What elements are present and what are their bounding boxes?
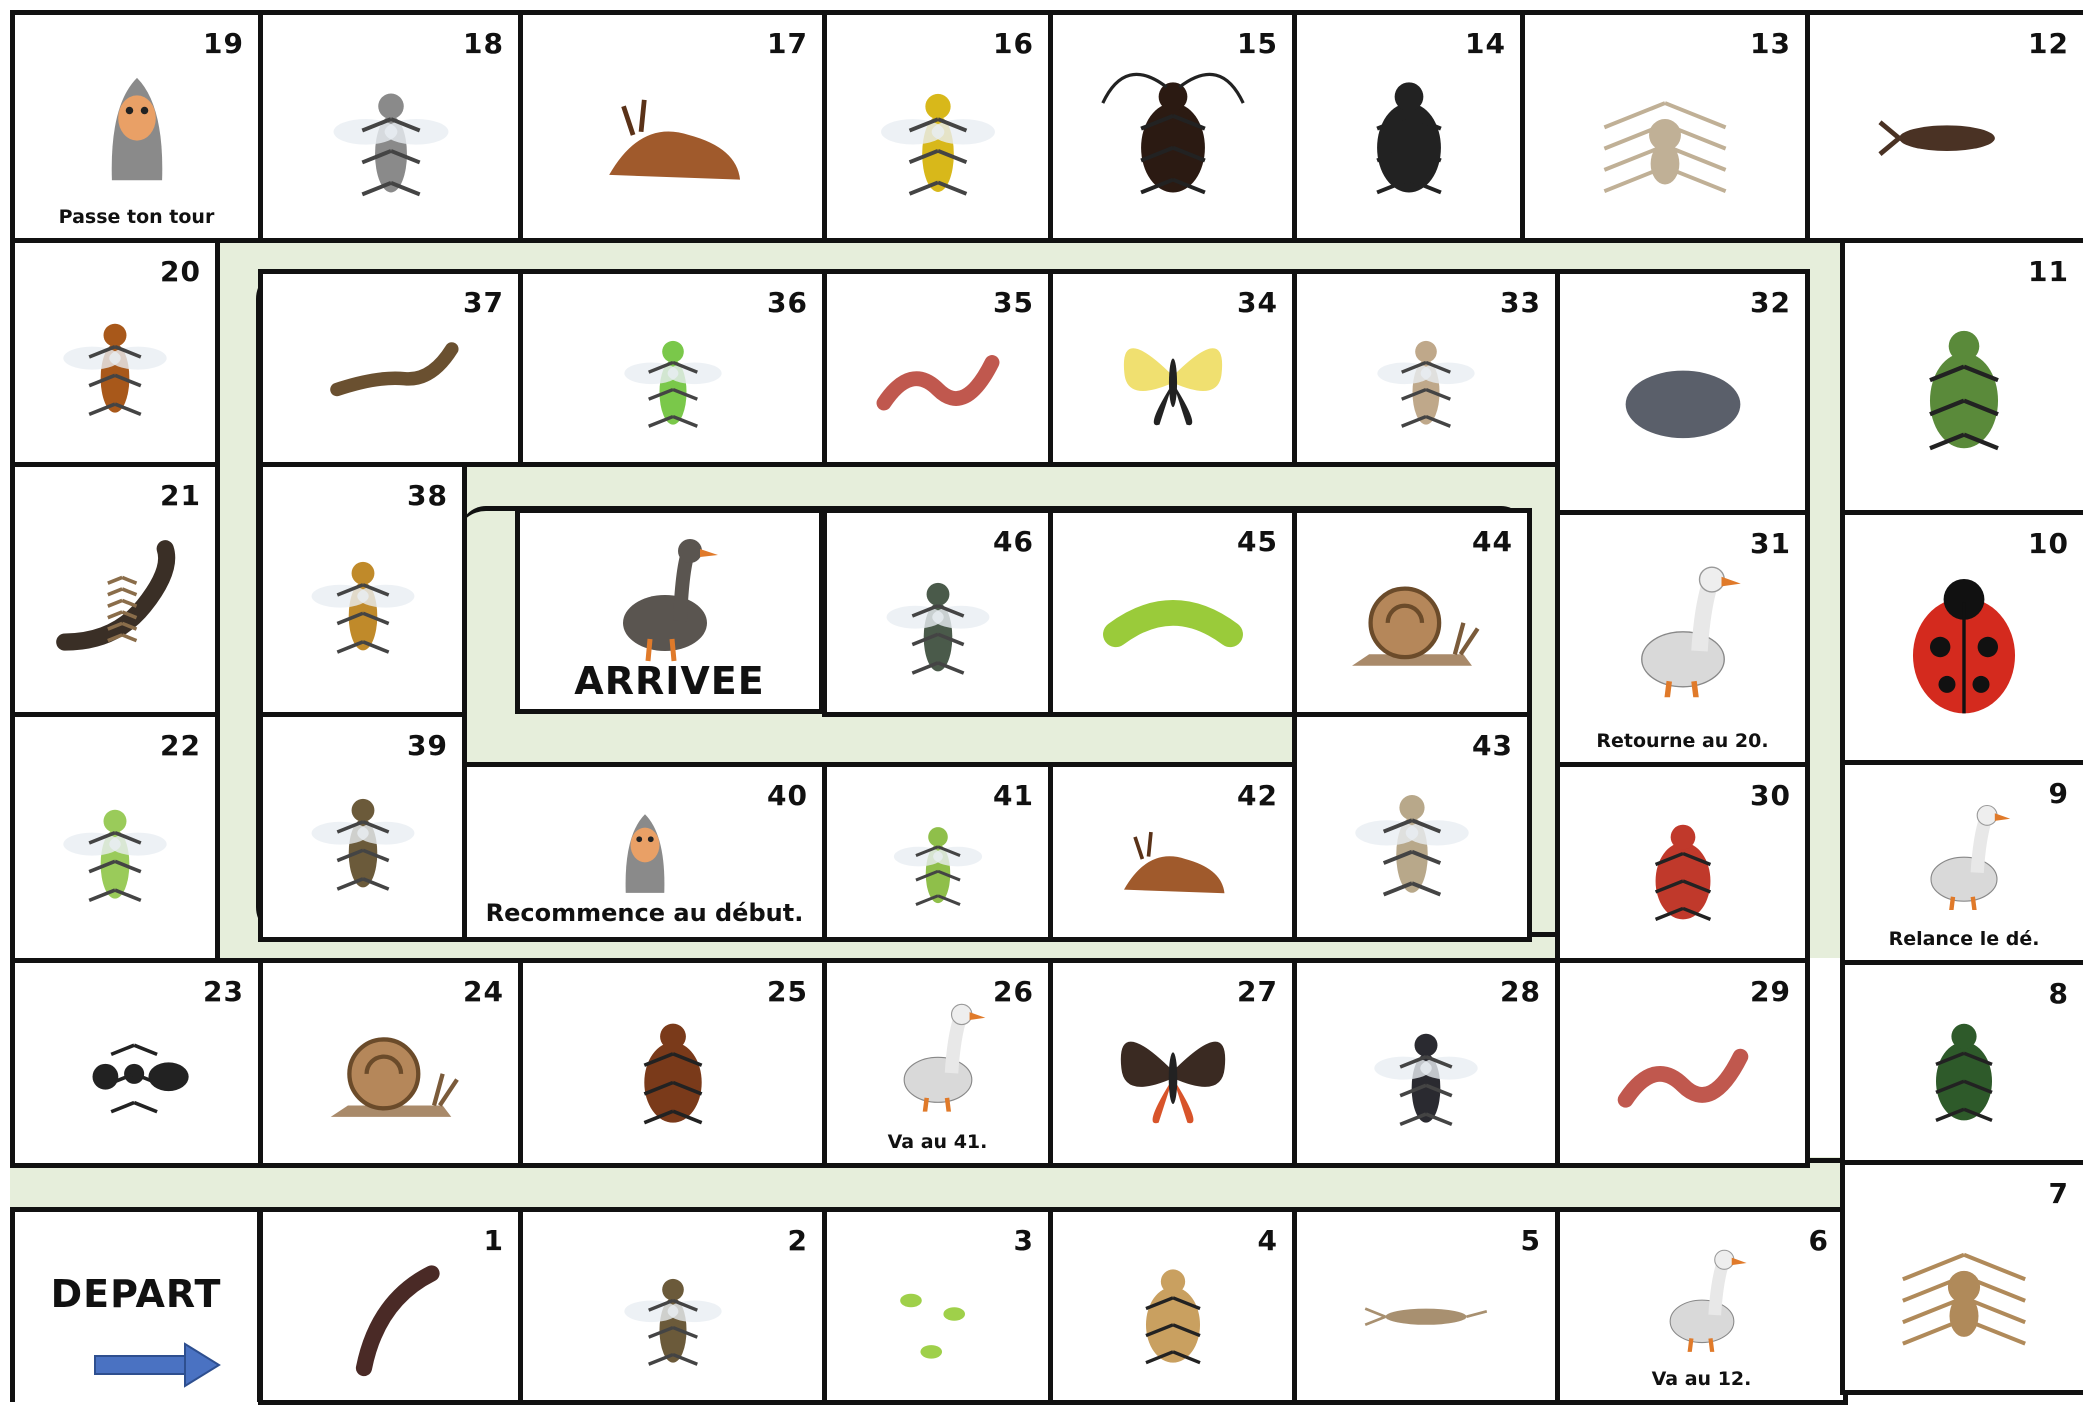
square-28[interactable]: [1292, 958, 1560, 1168]
square-number: 29: [1750, 975, 1791, 1008]
earthworm-icon: [1611, 999, 1755, 1143]
square-instruction: Va au 12.: [1651, 1368, 1752, 1390]
start-square[interactable]: [10, 1207, 262, 1402]
ground-beetle-icon: [1894, 1000, 2034, 1140]
square-17[interactable]: [518, 10, 827, 243]
square-number: 40: [767, 779, 808, 812]
square-33[interactable]: [1292, 269, 1560, 467]
square-number: 46: [993, 525, 1034, 558]
square-44[interactable]: [1292, 508, 1532, 717]
square-number: 15: [1237, 27, 1278, 60]
square-number: 27: [1237, 975, 1278, 1008]
red-admiral-butterfly-icon: [1101, 999, 1245, 1143]
square-number: 17: [767, 27, 808, 60]
square-number: 4: [1257, 1224, 1278, 1257]
crane-fly-icon: [1333, 757, 1491, 915]
aphids-icon: [870, 1246, 1005, 1381]
finish-label: ARRIVEE: [574, 659, 765, 703]
hornet-icon: [43, 290, 187, 434]
square-number: 26: [993, 975, 1034, 1008]
square-46[interactable]: [822, 508, 1053, 717]
square-number: 37: [463, 286, 504, 319]
square-instruction: Retourne au 20.: [1596, 730, 1769, 752]
square-16[interactable]: [822, 10, 1053, 243]
square-number: 11: [2028, 255, 2069, 288]
square-14[interactable]: [1292, 10, 1525, 243]
square-instruction: Recommence au début.: [485, 899, 804, 927]
square-15[interactable]: [1048, 10, 1297, 243]
daddy-long-legs-icon: [1884, 1206, 2045, 1367]
dragonfly-icon: [866, 549, 1009, 692]
square-7[interactable]: [1840, 1160, 2083, 1395]
bee-icon: [291, 528, 434, 671]
square-12[interactable]: [1805, 10, 2083, 243]
square-13[interactable]: [1520, 10, 1810, 243]
slug-icon: [593, 56, 753, 216]
shield-bug-icon: [1879, 302, 2049, 472]
square-number: 23: [203, 975, 244, 1008]
square-number: 13: [1750, 27, 1791, 60]
square-number: 5: [1520, 1224, 1541, 1257]
square-number: 44: [1472, 525, 1513, 558]
square-5[interactable]: [1292, 1207, 1560, 1405]
square-number: 14: [1465, 27, 1506, 60]
earwig-icon: [1867, 56, 2027, 216]
mosquito-icon: [311, 56, 471, 216]
fly-icon: [1354, 999, 1498, 1143]
square-18[interactable]: [258, 10, 523, 243]
goose-icon: [1909, 800, 2019, 910]
square-number: 39: [407, 729, 448, 762]
square-number: 41: [993, 779, 1034, 812]
arrow-right-icon: [93, 1340, 223, 1390]
ladybug-larva-icon: [1329, 56, 1489, 216]
start-label: DEPART: [50, 1272, 222, 1316]
square-instruction: Passe ton tour: [58, 206, 215, 228]
square-number: 9: [2048, 777, 2069, 810]
square-8[interactable]: [1840, 960, 2083, 1165]
grasshopper-icon: [876, 798, 999, 921]
square-number: 24: [463, 975, 504, 1008]
ladybug-icon: [1879, 562, 2049, 732]
goose-head-icon: [74, 55, 199, 180]
colorado-beetle-icon: [1105, 1246, 1240, 1381]
snail-icon: [1341, 549, 1484, 692]
square-31[interactable]: [1555, 510, 1810, 767]
square-number: 21: [160, 479, 201, 512]
square-instruction: Relance le dé.: [1888, 928, 2040, 950]
square-number: 2: [787, 1224, 808, 1257]
square-45[interactable]: [1048, 508, 1297, 717]
square-38[interactable]: [258, 462, 467, 717]
square-23[interactable]: [10, 958, 263, 1168]
square-number: 25: [767, 975, 808, 1008]
square-40[interactable]: [462, 762, 827, 942]
square-number: 43: [1472, 729, 1513, 762]
square-43[interactable]: [1292, 712, 1532, 942]
square-36[interactable]: [518, 269, 827, 467]
square-10[interactable]: [1840, 510, 2083, 765]
slug-icon: [1111, 798, 1234, 921]
square-number: 3: [1013, 1224, 1034, 1257]
longhorn-beetle-icon: [1093, 56, 1253, 216]
caterpillar-icon: [1101, 549, 1244, 692]
square-number: 28: [1500, 975, 1541, 1008]
silverfish-icon: [1358, 1246, 1493, 1381]
square-20[interactable]: [10, 238, 220, 467]
square-24[interactable]: [258, 958, 523, 1168]
wasp-icon: [858, 56, 1016, 214]
square-32[interactable]: [1555, 269, 1810, 515]
spider-icon: [1585, 56, 1745, 216]
square-30[interactable]: [1555, 762, 1810, 963]
square-number: 31: [1750, 527, 1791, 560]
centipede-icon: [43, 528, 187, 672]
square-39[interactable]: [258, 712, 467, 942]
square-27[interactable]: [1048, 958, 1297, 1168]
square-42[interactable]: [1048, 762, 1297, 942]
square-number: 36: [767, 286, 808, 319]
woodlouse-icon: [1598, 317, 1767, 486]
square-number: 18: [463, 27, 504, 60]
square-instruction: Va au 41.: [887, 1131, 988, 1153]
lizard-icon: [323, 308, 458, 443]
square-number: 42: [1237, 779, 1278, 812]
mantis-icon: [43, 775, 187, 919]
square-number: 19: [203, 27, 244, 60]
lacewing-icon: [605, 308, 740, 443]
square-26[interactable]: [822, 958, 1053, 1168]
swallowtail-butterfly-icon: [1105, 308, 1240, 443]
square-3[interactable]: [822, 1207, 1053, 1405]
millipede-icon: [323, 1246, 458, 1381]
square-34[interactable]: [1048, 269, 1297, 467]
square-number: 6: [1808, 1224, 1829, 1257]
square-number: 22: [160, 729, 201, 762]
square-number: 35: [993, 286, 1034, 319]
square-4[interactable]: [1048, 1207, 1297, 1405]
square-9[interactable]: [1840, 760, 2083, 965]
square-19[interactable]: [10, 10, 263, 243]
cricket-icon: [291, 764, 434, 907]
square-number: 30: [1750, 779, 1791, 812]
square-number: 8: [2048, 977, 2069, 1010]
square-11[interactable]: [1840, 238, 2083, 515]
firebug-icon: [1614, 802, 1751, 939]
square-21[interactable]: [10, 462, 220, 717]
square-25[interactable]: [518, 958, 827, 1168]
finish-square[interactable]: [515, 508, 824, 714]
square-22[interactable]: [10, 712, 220, 963]
square-number: 45: [1237, 525, 1278, 558]
square-number: 7: [2048, 1177, 2069, 1210]
cricket-icon: [605, 1246, 740, 1381]
square-number: 32: [1750, 286, 1791, 319]
goose-icon: [881, 999, 994, 1112]
goose-icon: [610, 531, 730, 671]
square-number: 10: [2028, 527, 2069, 560]
ant-icon: [65, 999, 209, 1143]
square-37[interactable]: [258, 269, 523, 467]
square-29[interactable]: [1555, 958, 1810, 1168]
square-number: 34: [1237, 286, 1278, 319]
square-number: 1: [483, 1224, 504, 1257]
earthworm-icon: [870, 308, 1005, 443]
snail-icon: [319, 999, 463, 1143]
square-41[interactable]: [822, 762, 1053, 942]
square-number: 33: [1500, 286, 1541, 319]
square-number: 38: [407, 479, 448, 512]
moth-icon: [1358, 308, 1493, 443]
goose-icon: [1614, 560, 1752, 698]
cockroach-icon: [601, 999, 745, 1143]
square-number: 16: [993, 27, 1034, 60]
square-1[interactable]: [258, 1207, 523, 1405]
square-2[interactable]: [518, 1207, 827, 1405]
square-6[interactable]: [1555, 1207, 1848, 1405]
goose-icon: [1648, 1245, 1754, 1351]
square-number: 20: [160, 255, 201, 288]
square-35[interactable]: [822, 269, 1053, 467]
goose-head-icon: [596, 797, 692, 893]
square-number: 12: [2028, 27, 2069, 60]
